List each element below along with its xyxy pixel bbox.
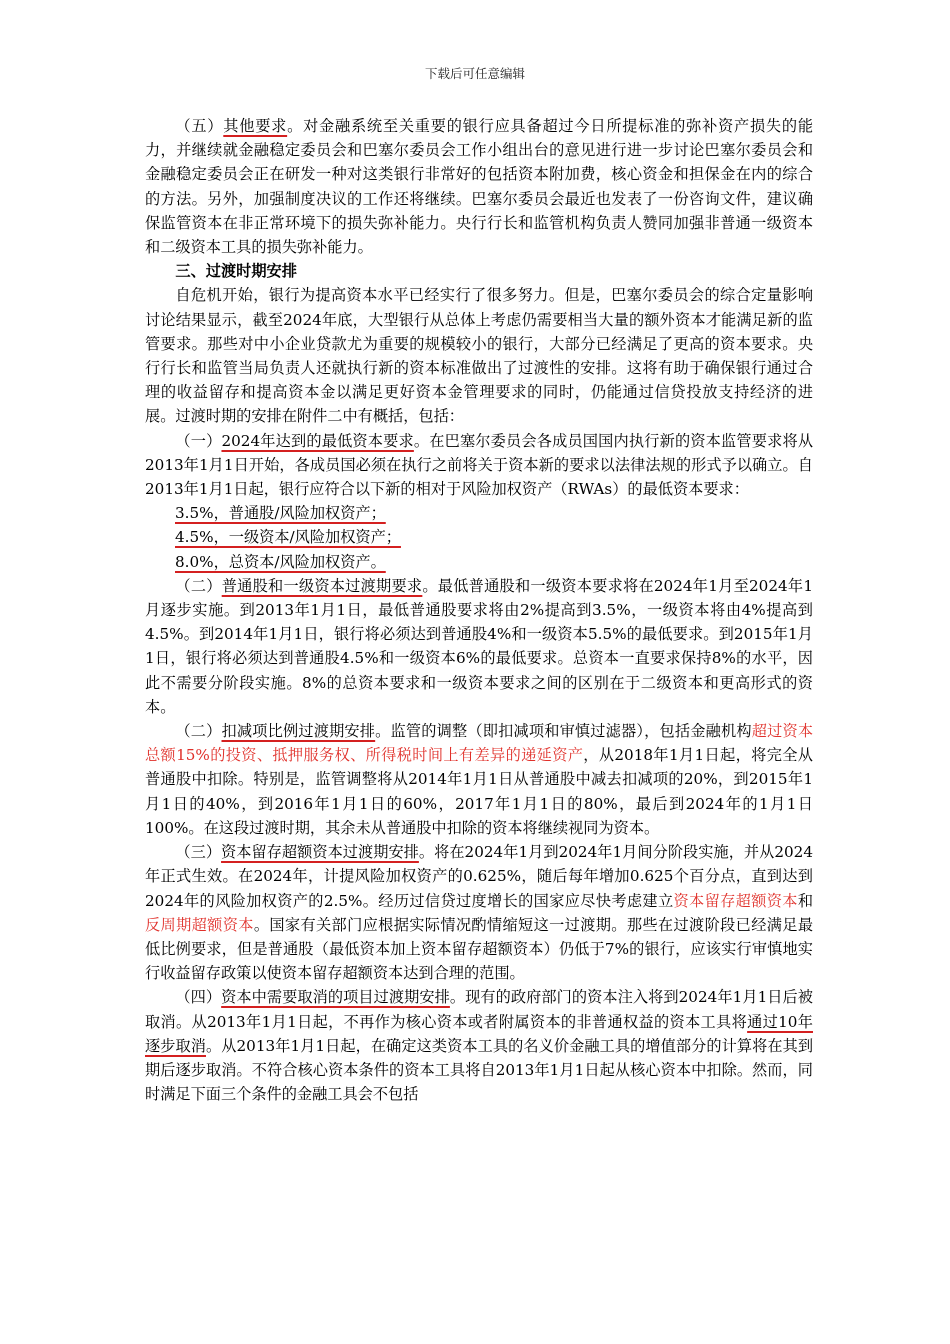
paragraph-text: 。将在2024年1月到2024年1月间分阶段实施，并从2024年正式生效。在2024年，计提风险加权资产的0.625%，随后每年增加0.625个百分点，直到达到2024年的风险加权资产的2.5%。经历过信贷过度增长的国家应尽快考虑建立 (145, 843, 814, 910)
list-item-text: 3.5%，普通股/风险加权资产； (175, 504, 386, 523)
paragraph-text: 和 (797, 891, 813, 910)
paragraph-text: 。最低普通股和一级资本要求将在2024年1月至2024年1月逐步实施。到2013年1月1日，最低普通股要求将由2%提高到3.5%，一级资本将由4%提高到4.5%。到2014年1月1日，银行将必须达到普通股4%和一级资本5.5%的最低要求。到2015年1月1日，银行将必须达到普通股4.5%和一级资本6%的最低要求。总资本一直要求保持8%的水平，因此不需要分阶段实施。8%的总资本要求和一级资本要求之间的区别在于二级资本和更高形式的资本。 (145, 576, 813, 716)
section-number: （三） (175, 843, 222, 862)
paragraph-text: 。在巴塞尔委员会各成员国国内执行新的资本监管要求将从2013年1月1日开始，各成员国必须在执行之前将关于资本新的要求以法律法规的形式予以确立。自2013年1月1日起，银行应符合以下新的相对于风险加权资产（RWAs）的最低资本要求： (145, 431, 814, 499)
section-number: （四） (175, 988, 222, 1007)
section-number: （二） (175, 722, 222, 741)
underlined-term: 资本留存超额资本过渡期安排 (221, 843, 419, 862)
section-heading: 三、过渡时期安排 (175, 262, 297, 281)
list-item (145, 550, 813, 574)
document-body (145, 114, 813, 1106)
paragraph-text: 。现有的政府部门的资本注入将到2024年1月1日后被取消。从2013年1月1日起，不再作为核心资本或者附属资本的非普通权益的资本工具将 (145, 988, 813, 1031)
highlighted-text: 资本留存超额资本 (673, 891, 798, 910)
list-item-text: 8.0%，总资本/风险加权资产。 (175, 552, 386, 571)
paragraph-deductions (145, 719, 813, 840)
list-item-text: 4.5%，一级资本/风险加权资产； (175, 528, 401, 547)
paragraph-phase-out (145, 985, 813, 1106)
section-number: （一） (175, 431, 222, 450)
underlined-term: 通过10年逐步取消 (145, 1012, 813, 1055)
section-number: （五） (175, 117, 224, 135)
paragraph-text: 。对金融系统至关重要的银行应具备超过今日所提标准的弥补资产损失的能力，并继续就金融稳定委员会和巴塞尔委员会工作小组出台的意见进行进一步讨论巴塞尔委员会和金融稳定委员会正在研发一种对这类银行非常好的包括资本附加费，核心资金和担保金在内的综合的方法。另外，加强制度决议的工作还将继续。巴塞尔委员会最近也发表了一份咨询文件，建议确保监管资本在非正常环境下的损失弥补能力。央行行长和监管机构负责人赞同加强非普通一级资本和二级资本工具的损失弥补能力。 (145, 117, 814, 257)
underlined-term: 其他要求 (223, 117, 288, 135)
underlined-term: 扣减项比例过渡期安排 (221, 722, 376, 741)
underlined-term: 普通股和一级资本过渡期要求 (221, 576, 423, 595)
section-number: （二） (175, 576, 222, 595)
paragraph-other-requirements (145, 114, 813, 259)
paragraph-transition-intro: 自危机开始，银行为提高资本水平已经实行了很多努力。但是，巴塞尔委员会的综合定量影响讨论结果显示，截至2024年底，大型银行从总体上考虑仍需要相当大量的额外资本才能满足新的监管要求。那些对中小企业贷款尤为重要的规模较小的银行，大部分已经满足了更高的资本要求。央行行长和监管当局负责人还就执行新的资本标准做出了过渡性的安排。这将有助于确保银行通过合理的收益留存和提高资本金以满足更好资本金管理要求的同时，仍能通过信贷投放支持经济的进展。过渡时期的安排在附件二中有概括，包括： (145, 286, 813, 426)
paragraph-conservation-buffer (145, 840, 813, 985)
page-header: 下载后可任意编辑 (424, 66, 525, 81)
paragraph-text: 。从2013年1月1日起，在确定这类资本工具的名义价金融工具的增值部分的计算将在其到期后逐步取消。不符合核心资本条件的资本工具将自2013年1月1日起从核心资本中扣除。然而，同时满足下面三个条件的金融工具会不包括 (145, 1036, 814, 1104)
paragraph-minimum-capital (145, 429, 813, 502)
paragraph-common-equity (145, 574, 813, 719)
list-item (145, 525, 813, 549)
paragraph-text: 。监管的调整（即扣减项和审慎过滤器），包括金融机构 (375, 722, 752, 741)
underlined-term: 2024年达到的最低资本要求 (221, 431, 414, 450)
underlined-term: 资本中需要取消的项目过渡期安排 (221, 988, 450, 1007)
highlighted-text: 超过资本总额15%的投资、抵押服务权、所得税时间上有差异的递延资产 (145, 722, 814, 765)
paragraph-text: 。国家有关部门应根据实际情况酌情缩短这一过渡期。那些在过渡阶段已经满足最低比例要求，但是普通股（最低资本加上资本留存超额资本）仍低于7%的银行，应该实行审慎地实行收益留存政策以使资本留存超额资本达到合理的范围。 (145, 915, 814, 983)
paragraph-text: ，从2018年1月1日起，将完全从普通股中扣除。特别是，监管调整将从2014年1月1日从普通股中减去扣减项的20%，到2015年1月1日的40%，到2016年1月1日的60%，2017年1月1日的80%，最后到2024年的1月1日100%。在这段过渡时期，其余未从普通股中扣除的资本将继续视同为资本。 (145, 746, 813, 837)
list-item (145, 501, 813, 525)
highlighted-text: 反周期超额资本 (145, 915, 254, 934)
